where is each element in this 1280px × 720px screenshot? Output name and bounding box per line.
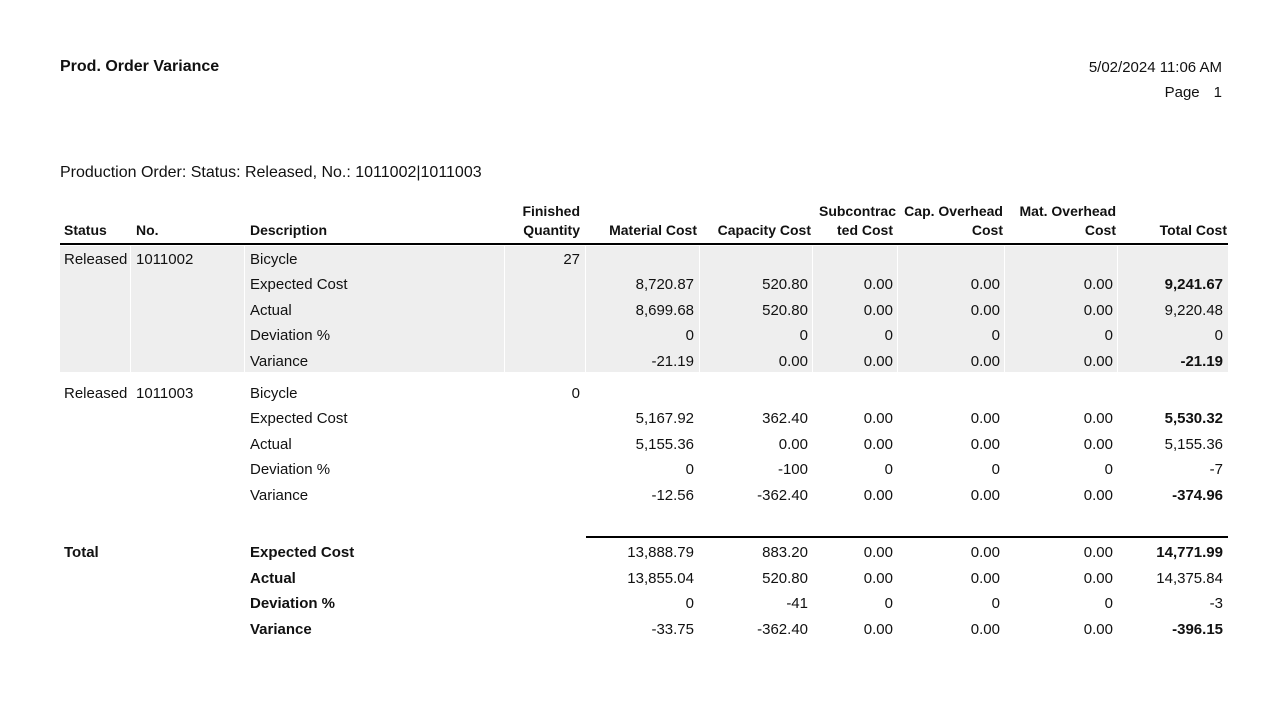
order-status: Released bbox=[64, 251, 128, 268]
capacity-cost-cell: -362.40 bbox=[757, 487, 808, 504]
total-cost-cell: 14,771.99 bbox=[1156, 544, 1223, 561]
subcontracted-cost-cell: 0.00 bbox=[863, 570, 893, 587]
row-label: Deviation % bbox=[250, 461, 331, 478]
order-description: Bicycle bbox=[250, 251, 298, 268]
row-label: Expected Cost bbox=[250, 276, 348, 293]
subcontracted-cost-cell: 0 bbox=[884, 461, 893, 478]
total-cost-cell: 5,155.36 bbox=[1164, 436, 1223, 453]
col-header-status: Status bbox=[64, 222, 107, 238]
page-label: Page bbox=[1164, 84, 1200, 101]
col-header-cap-overhead-cost bbox=[904, 202, 1003, 240]
capacity-cost-cell: 520.80 bbox=[762, 302, 808, 319]
cap-overhead-cell: 0.00 bbox=[970, 436, 1000, 453]
totals-row-label: Actual bbox=[250, 570, 296, 587]
material-cost-cell: 13,855.04 bbox=[627, 570, 694, 587]
cap-overhead-cell: 0 bbox=[991, 595, 1000, 612]
totals-row-label: Deviation % bbox=[250, 595, 336, 612]
mat-overhead-cell: 0.00 bbox=[1083, 570, 1113, 587]
cap-overhead-cell: 0.00 bbox=[970, 570, 1000, 587]
header-rule bbox=[60, 243, 1228, 245]
report-datetime: 5/02/2024 11:06 AM bbox=[1088, 59, 1222, 76]
total-cost-cell: 9,220.48 bbox=[1164, 302, 1223, 319]
material-cost-cell: -12.56 bbox=[651, 487, 694, 504]
total-cost-cell: -7 bbox=[1209, 461, 1223, 478]
col-header-description: Description bbox=[250, 222, 328, 238]
mat-overhead-cell: 0 bbox=[1104, 595, 1113, 612]
material-cost-cell: -33.75 bbox=[651, 621, 694, 638]
material-cost-cell: 8,699.68 bbox=[635, 302, 694, 319]
mat-overhead-cell: 0.00 bbox=[1083, 487, 1113, 504]
total-cost-cell: -3 bbox=[1209, 595, 1223, 612]
totals-row-label: Expected Cost bbox=[250, 544, 355, 561]
capacity-cost-cell: 0.00 bbox=[778, 353, 808, 370]
col-header-no: No. bbox=[136, 222, 159, 238]
cap-overhead-cell: 0.00 bbox=[970, 353, 1000, 370]
col-header-mat-overhead-line2: Cost bbox=[1084, 222, 1116, 238]
col-header-capacity-cost: Capacity Cost bbox=[717, 222, 811, 238]
report-filter: Production Order: Status: Released, No.: 1011002|1011003 bbox=[60, 164, 482, 181]
capacity-cost-cell: 0.00 bbox=[778, 436, 808, 453]
col-header-mat-overhead-line1: Mat. Overhead bbox=[1019, 203, 1116, 219]
material-cost-cell: 0 bbox=[685, 595, 694, 612]
col-header-total-cost: Total Cost bbox=[1159, 222, 1227, 238]
mat-overhead-cell: 0.00 bbox=[1083, 410, 1113, 427]
total-cost-cell: 14,375.84 bbox=[1156, 570, 1223, 587]
total-cost-cell: 9,241.67 bbox=[1164, 276, 1223, 293]
cap-overhead-cell: 0.00 bbox=[970, 410, 1000, 427]
col-header-subcontracted-line2: ted Cost bbox=[837, 222, 893, 238]
order-finished-quantity: 27 bbox=[563, 251, 580, 268]
order-finished-quantity: 0 bbox=[571, 385, 580, 402]
cap-overhead-cell: 0 bbox=[991, 461, 1000, 478]
page-number: 1 bbox=[1213, 84, 1222, 101]
totals-rule bbox=[586, 536, 1228, 538]
subcontracted-cost-cell: 0.00 bbox=[863, 410, 893, 427]
col-header-subcontracted-cost bbox=[819, 202, 896, 240]
capacity-cost-cell: 362.40 bbox=[762, 410, 808, 427]
col-header-mat-overhead-cost bbox=[1020, 202, 1116, 240]
material-cost-cell: 8,720.87 bbox=[635, 276, 694, 293]
subcontracted-cost-cell: 0.00 bbox=[863, 276, 893, 293]
cap-overhead-cell: 0.00 bbox=[970, 621, 1000, 638]
total-cost-cell: 5,530.32 bbox=[1164, 410, 1223, 427]
column-separator bbox=[1004, 246, 1005, 372]
capacity-cost-cell: -362.40 bbox=[757, 621, 808, 638]
col-header-finished-quantity-line1: Finished bbox=[522, 203, 580, 219]
mat-overhead-cell: 0.00 bbox=[1083, 353, 1113, 370]
subcontracted-cost-cell: 0.00 bbox=[863, 436, 893, 453]
subcontracted-cost-cell: 0.00 bbox=[863, 544, 893, 561]
subcontracted-cost-cell: 0.00 bbox=[863, 487, 893, 504]
row-label: Deviation % bbox=[250, 327, 331, 344]
cap-overhead-cell: 0.00 bbox=[970, 487, 1000, 504]
col-header-cap-overhead-line2: Cost bbox=[971, 222, 1003, 238]
cap-overhead-cell: 0.00 bbox=[970, 544, 1000, 561]
capacity-cost-cell: 520.80 bbox=[762, 570, 808, 587]
mat-overhead-cell: 0.00 bbox=[1083, 436, 1113, 453]
material-cost-cell: 5,155.36 bbox=[635, 436, 694, 453]
row-label: Expected Cost bbox=[250, 410, 348, 427]
material-cost-cell: 13,888.79 bbox=[627, 544, 694, 561]
totals-label: Total bbox=[64, 544, 99, 561]
order-status: Released bbox=[64, 385, 128, 402]
subcontracted-cost-cell: 0.00 bbox=[863, 302, 893, 319]
column-separator bbox=[812, 246, 813, 372]
column-separator bbox=[897, 246, 898, 372]
mat-overhead-cell: 0.00 bbox=[1083, 276, 1113, 293]
cap-overhead-cell: 0.00 bbox=[970, 276, 1000, 293]
total-cost-cell: 0 bbox=[1214, 327, 1223, 344]
order-number: 1011002 bbox=[136, 251, 194, 268]
subcontracted-cost-cell: 0 bbox=[884, 327, 893, 344]
mat-overhead-cell: 0 bbox=[1104, 461, 1113, 478]
material-cost-cell: 5,167.92 bbox=[635, 410, 694, 427]
column-separator bbox=[699, 246, 700, 372]
capacity-cost-cell: 883.20 bbox=[762, 544, 808, 561]
order-number: 1011003 bbox=[136, 385, 194, 402]
col-header-subcontracted-line1: Subcontrac bbox=[818, 203, 896, 219]
capacity-cost-cell: 520.80 bbox=[762, 276, 808, 293]
row-label: Variance bbox=[250, 353, 309, 370]
subcontracted-cost-cell: 0.00 bbox=[863, 353, 893, 370]
row-label: Variance bbox=[250, 487, 309, 504]
report-title: Prod. Order Variance bbox=[60, 58, 220, 75]
column-separator bbox=[504, 246, 505, 372]
totals-row-label: Variance bbox=[250, 621, 312, 638]
subcontracted-cost-cell: 0.00 bbox=[863, 621, 893, 638]
material-cost-cell: 0 bbox=[685, 327, 694, 344]
material-cost-cell: -21.19 bbox=[651, 353, 694, 370]
col-header-material-cost: Material Cost bbox=[609, 222, 697, 238]
subcontracted-cost-cell: 0 bbox=[884, 595, 893, 612]
total-cost-cell: -374.96 bbox=[1172, 487, 1223, 504]
col-header-finished-quantity bbox=[522, 202, 580, 240]
total-cost-cell: -396.15 bbox=[1172, 621, 1223, 638]
column-separator bbox=[1117, 246, 1118, 372]
mat-overhead-cell: 0.00 bbox=[1083, 621, 1113, 638]
material-cost-cell: 0 bbox=[685, 461, 694, 478]
column-separator bbox=[244, 246, 245, 372]
column-separator bbox=[130, 246, 131, 372]
capacity-cost-cell: -100 bbox=[777, 461, 808, 478]
col-header-cap-overhead-line1: Cap. Overhead bbox=[904, 203, 1003, 219]
order-description: Bicycle bbox=[250, 385, 298, 402]
total-cost-cell: -21.19 bbox=[1180, 353, 1223, 370]
row-label: Actual bbox=[250, 436, 292, 453]
mat-overhead-cell: 0.00 bbox=[1083, 302, 1113, 319]
cap-overhead-cell: 0.00 bbox=[970, 302, 1000, 319]
row-label: Actual bbox=[250, 302, 292, 319]
column-separator bbox=[585, 246, 586, 372]
cap-overhead-cell: 0 bbox=[991, 327, 1000, 344]
capacity-cost-cell: -41 bbox=[786, 595, 808, 612]
capacity-cost-cell: 0 bbox=[799, 327, 808, 344]
mat-overhead-cell: 0 bbox=[1104, 327, 1113, 344]
mat-overhead-cell: 0.00 bbox=[1083, 544, 1113, 561]
page-indicator bbox=[1165, 84, 1222, 101]
col-header-finished-quantity-line2: Quantity bbox=[523, 222, 580, 238]
